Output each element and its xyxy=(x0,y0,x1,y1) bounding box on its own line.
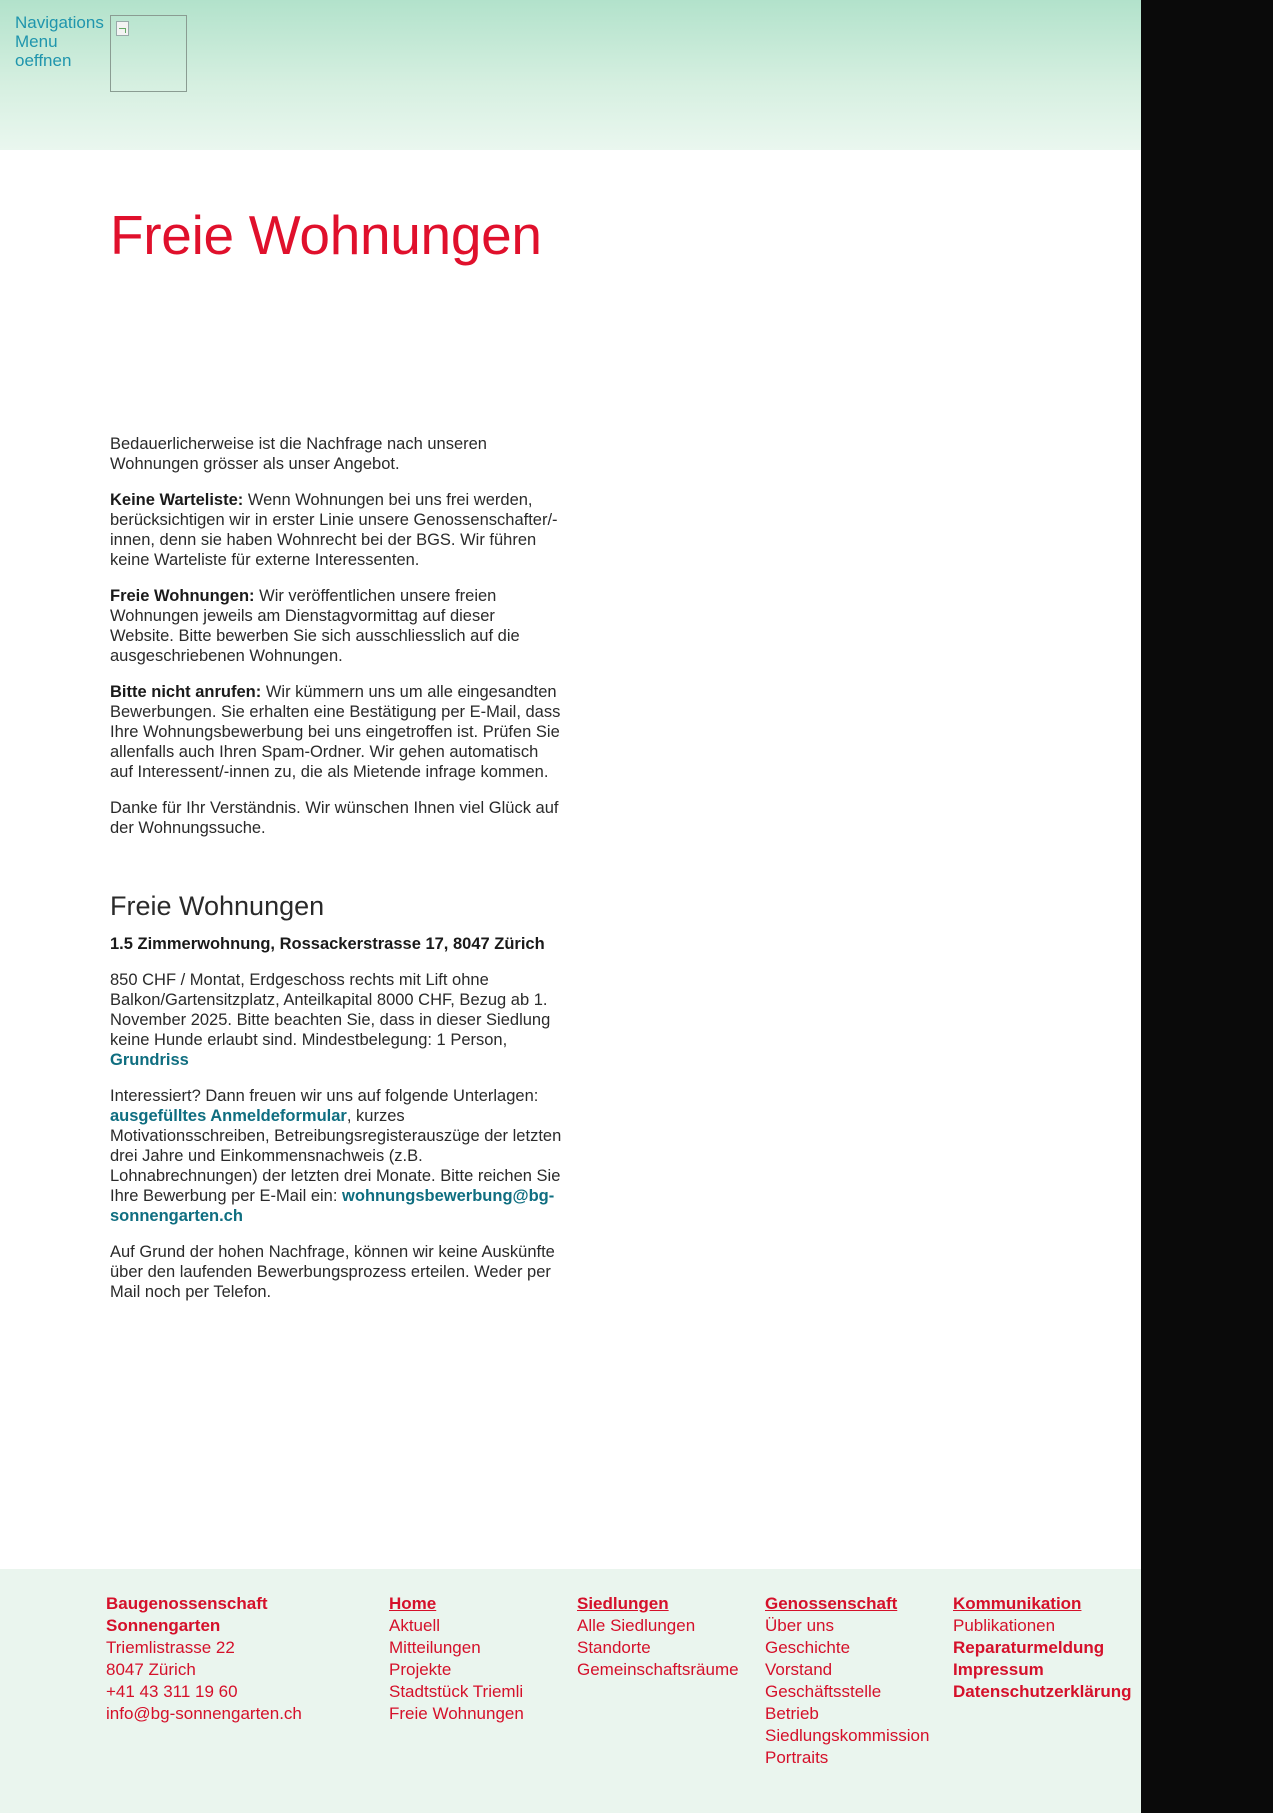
footer-street: Triemlistrasse 22 xyxy=(106,1638,235,1657)
footer-col-kommunikation xyxy=(953,1593,1138,1703)
free-apartments-paragraph xyxy=(110,586,562,666)
footer-link-reparaturmeldung[interactable]: Reparaturmeldung xyxy=(953,1638,1105,1657)
process-note: Auf Grund der hohen Nachfrage, können wir keine Auskünfte über den laufenden Bewerbungsprozess erteilen. Weder per Mail noch per Telefon. xyxy=(110,1243,555,1301)
footer-link-aktuell[interactable]: Aktuell xyxy=(389,1616,441,1635)
footer-link-ueber-uns[interactable]: Über uns xyxy=(765,1616,834,1635)
footer-contact xyxy=(106,1593,356,1725)
footer-link-impressum[interactable]: Impressum xyxy=(953,1660,1044,1679)
footer-link-standorte[interactable]: Standorte xyxy=(577,1638,651,1657)
application-text-1: Interessiert? Dann freuen wir uns auf folgende Unterlagen: xyxy=(110,1087,539,1105)
no-calls-label: Bitte nicht anrufen: xyxy=(110,683,262,701)
footer-link-geschichte[interactable]: Geschichte xyxy=(765,1638,851,1657)
footer-phone-link[interactable]: +41 43 311 19 60 xyxy=(106,1682,238,1701)
footer-link-betrieb[interactable]: Betrieb xyxy=(765,1704,819,1723)
footer-city: 8047 Zürich xyxy=(106,1660,196,1679)
footer-link-home[interactable]: Home xyxy=(389,1594,437,1613)
no-waitlist-label: Keine Warteliste: xyxy=(110,491,244,509)
floorplan-link[interactable]: Grundriss xyxy=(110,1051,189,1069)
footer-org-name-line2: Sonnengarten xyxy=(106,1616,221,1635)
site-logo[interactable] xyxy=(110,15,187,92)
no-waitlist-text: Wenn Wohnungen bei uns frei werden, berücksichtigen wir in erster Linie unsere Genossenschafter/-innen, denn sie haben Wohnrecht bei der BGS. Wir führen keine Warteliste für externe Interessenten. xyxy=(110,491,558,569)
thanks-text: Danke für Ihr Verständnis. Wir wünschen Ihnen viel Glück auf der Wohnungssuche. xyxy=(110,799,559,837)
page-title: Freie Wohnungen xyxy=(110,204,542,266)
window-edge xyxy=(1141,0,1273,1813)
nav-menu-toggle[interactable] xyxy=(15,13,110,70)
nav-toggle-line: oeffnen xyxy=(15,51,72,70)
intro-text: Bedauerlicherweise ist die Nachfrage nach unseren Wohnungen grösser als unser Angebot. xyxy=(110,435,487,473)
footer-link-genossenschaft[interactable]: Genossenschaft xyxy=(765,1594,898,1613)
application-form-link[interactable]: ausgefülltes Anmeldeformular xyxy=(110,1107,347,1125)
footer-link-mitteilungen[interactable]: Mitteilungen xyxy=(389,1638,481,1657)
free-apartments-label: Freie Wohnungen: xyxy=(110,587,255,605)
main-content xyxy=(110,434,562,1318)
site-footer xyxy=(0,1569,1141,1813)
footer-link-datenschutz[interactable]: Datenschutzerklärung xyxy=(953,1682,1132,1701)
footer-col-genossenschaft xyxy=(765,1593,945,1769)
footer-link-stadtstueck-triemli[interactable]: Stadtstück Triemli xyxy=(389,1682,524,1701)
footer-link-siedlungen[interactable]: Siedlungen xyxy=(577,1594,669,1613)
listing-section-heading: Freie Wohnungen xyxy=(110,891,325,921)
listing-description-text: 850 CHF / Montat, Erdgeschoss rechts mit Lift ohne Balkon/Gartensitzplatz, Anteilkapital 8000 CHF, Bezug ab 1. November 2025. Bitte beachten Sie, dass in dieser Siedlung keine Hunde erlaubt sind. Mindestbelegung: 1 Person, xyxy=(110,971,551,1049)
footer-email-link[interactable]: info@bg-sonnengarten.ch xyxy=(106,1704,302,1723)
footer-link-gemeinschaftsraeume[interactable]: Gemeinschaftsräume xyxy=(577,1660,739,1679)
footer-link-siedlungskommission[interactable]: Siedlungskommission xyxy=(765,1726,930,1745)
footer-link-kommunikation[interactable]: Kommunikation xyxy=(953,1594,1082,1613)
free-apartments-text: Wir veröffentlichen unsere freien Wohnungen jeweils am Dienstagvormittag auf dieser Website. Bitte bewerben Sie sich ausschliesslich auf die ausgeschriebenen Wohnungen. xyxy=(110,587,520,665)
no-calls-paragraph xyxy=(110,682,562,782)
footer-link-freie-wohnungen[interactable]: Freie Wohnungen xyxy=(389,1704,524,1723)
footer-link-vorstand[interactable]: Vorstand xyxy=(765,1660,833,1679)
nav-toggle-line: Navigations xyxy=(15,13,104,32)
site-header xyxy=(0,0,1141,150)
application-text-2: , kurzes Motivationsschreiben, Betreibungsregisterauszüge der letzten drei Jahre und Einkommensnachweis (z.B. Lohnabrechnungen) der letzten drei Monate. Bitte reichen Sie Ihre Bewerbung per E-Mail ein: xyxy=(110,1107,562,1205)
application-paragraph xyxy=(110,1086,562,1226)
no-waitlist-paragraph xyxy=(110,490,562,570)
footer-col-home xyxy=(389,1593,559,1725)
footer-org-name-line1: Baugenossenschaft xyxy=(106,1594,268,1613)
broken-image-icon xyxy=(116,21,129,36)
footer-link-portraits[interactable]: Portraits xyxy=(765,1748,829,1767)
footer-link-projekte[interactable]: Projekte xyxy=(389,1660,452,1679)
footer-col-siedlungen xyxy=(577,1593,757,1681)
application-email-link[interactable]: wohnungsbewerbung@bg-sonnengarten.ch xyxy=(110,1187,555,1225)
footer-link-alle-siedlungen[interactable]: Alle Siedlungen xyxy=(577,1616,696,1635)
footer-link-publikationen[interactable]: Publikationen xyxy=(953,1616,1056,1635)
no-calls-text: Wir kümmern uns um alle eingesandten Bewerbungen. Sie erhalten eine Bestätigung per E-Mail, dass Ihre Wohnungsbewerbung bei uns eingetroffen ist. Prüfen Sie allenfalls auch Ihren Spam-Ordner. Wir gehen automatisch auf Interessent/-innen zu, die als Mietende infrage kommen. xyxy=(110,683,561,781)
footer-link-geschaeftsstelle[interactable]: Geschäftsstelle xyxy=(765,1682,882,1701)
nav-toggle-line: Menu xyxy=(15,32,58,51)
listing-description xyxy=(110,970,562,1070)
listing-title: 1.5 Zimmerwohnung, Rossackerstrasse 17, 8047 Zürich xyxy=(110,935,545,953)
